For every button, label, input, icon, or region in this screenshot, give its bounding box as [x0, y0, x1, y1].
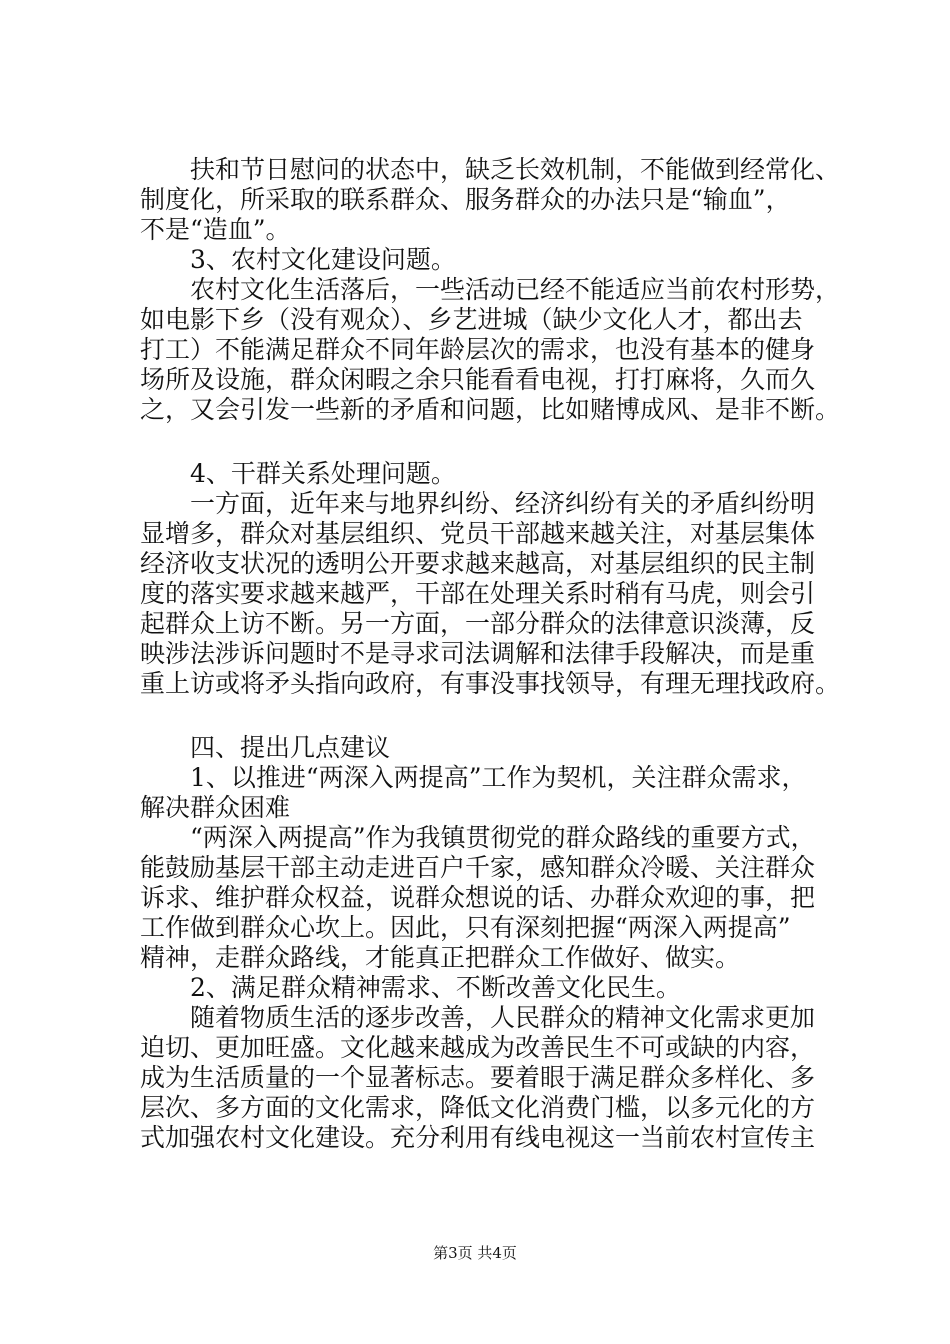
- section-heading: 1、以推进“两深入两提高”工作为契机，关注群众需求，: [140, 763, 807, 792]
- text-line: 随着物质生活的逐步改善，人民群众的精神文化需求更加: [140, 1003, 816, 1032]
- text-line: 制度化，所采取的联系群众、服务群众的办法只是“输血”，: [140, 185, 791, 214]
- paragraph-gap: [140, 425, 830, 459]
- text-line: 农村文化生活落后，一些活动已经不能适应当前农村形势，: [140, 275, 841, 304]
- text-line: 精神，走群众路线，才能真正把群众工作做好、做实。: [140, 943, 741, 972]
- text-line: 不是“造血”。: [140, 215, 291, 244]
- text-line: 迫切、更加旺盛。文化越来越成为改善民生不可或缺的内容，: [140, 1033, 816, 1062]
- text-line: 工作做到群众心坎上。因此，只有深刻把握“两深入两提高”: [140, 913, 791, 942]
- section-heading: 四、提出几点建议: [140, 733, 391, 762]
- text-line: 显增多，群众对基层组织、党员干部越来越关注，对基层集体: [140, 519, 816, 548]
- text-line: “两深入两提高”作为我镇贯彻党的群众路线的重要方式，: [140, 823, 816, 852]
- text-line: 起群众上访不断。另一方面，一部分群众的法律意识淡薄，反: [140, 609, 816, 638]
- section-heading: 4、干群关系处理问题。: [140, 459, 456, 488]
- text-line: 之，又会引发一些新的矛盾和问题，比如赌博成风、是非不断。: [140, 395, 841, 424]
- text-line: 度的落实要求越来越严，干部在处理关系时稍有马虎，则会引: [140, 579, 816, 608]
- text-line: 映涉法涉诉问题时不是寻求司法调解和法律手段解决，而是重: [140, 639, 816, 668]
- text-line: 一方面，近年来与地界纠纷、经济纠纷有关的矛盾纠纷明: [140, 489, 816, 518]
- page-number: 第3页 共4页: [433, 1244, 517, 1262]
- text-line: 经济收支状况的透明公开要求越来越高，对基层组织的民主制: [140, 549, 816, 578]
- section-heading: 2、满足群众精神需求、不断改善文化民生。: [140, 973, 681, 1002]
- text-line: 层次、多方面的文化需求，降低文化消费门槛，以多元化的方: [140, 1093, 816, 1122]
- text-line: 解决群众困难: [140, 793, 291, 822]
- document-body: [140, 155, 841, 1153]
- paragraph-gap: [140, 699, 830, 733]
- text-line: 诉求、维护群众权益，说群众想说的话、办群众欢迎的事，把: [140, 883, 816, 912]
- section-heading: 3、农村文化建设问题。: [140, 245, 456, 274]
- text-line: 打工）不能满足群众不同年龄层次的需求，也没有基本的健身: [140, 335, 816, 364]
- text-line: 场所及设施，群众闲暇之余只能看看电视，打打麻将，久而久: [140, 365, 816, 394]
- text-line: 成为生活质量的一个显著标志。要着眼于满足群众多样化、多: [140, 1063, 816, 1092]
- page-footer: [0, 1243, 950, 1263]
- text-line: 式加强农村文化建设。充分利用有线电视这一当前农村宣传主: [140, 1123, 816, 1152]
- text-line: 扶和节日慰问的状态中，缺乏长效机制，不能做到经常化、: [140, 155, 841, 184]
- text-line: 重上访或将矛头指向政府，有事没事找领导，有理无理找政府。: [140, 669, 841, 698]
- text-line: 如电影下乡（没有观众）、乡艺进城（缺少文化人才，都出去: [140, 305, 803, 334]
- text-line: 能鼓励基层干部主动走进百户千家，感知群众冷暖、关注群众: [140, 853, 816, 882]
